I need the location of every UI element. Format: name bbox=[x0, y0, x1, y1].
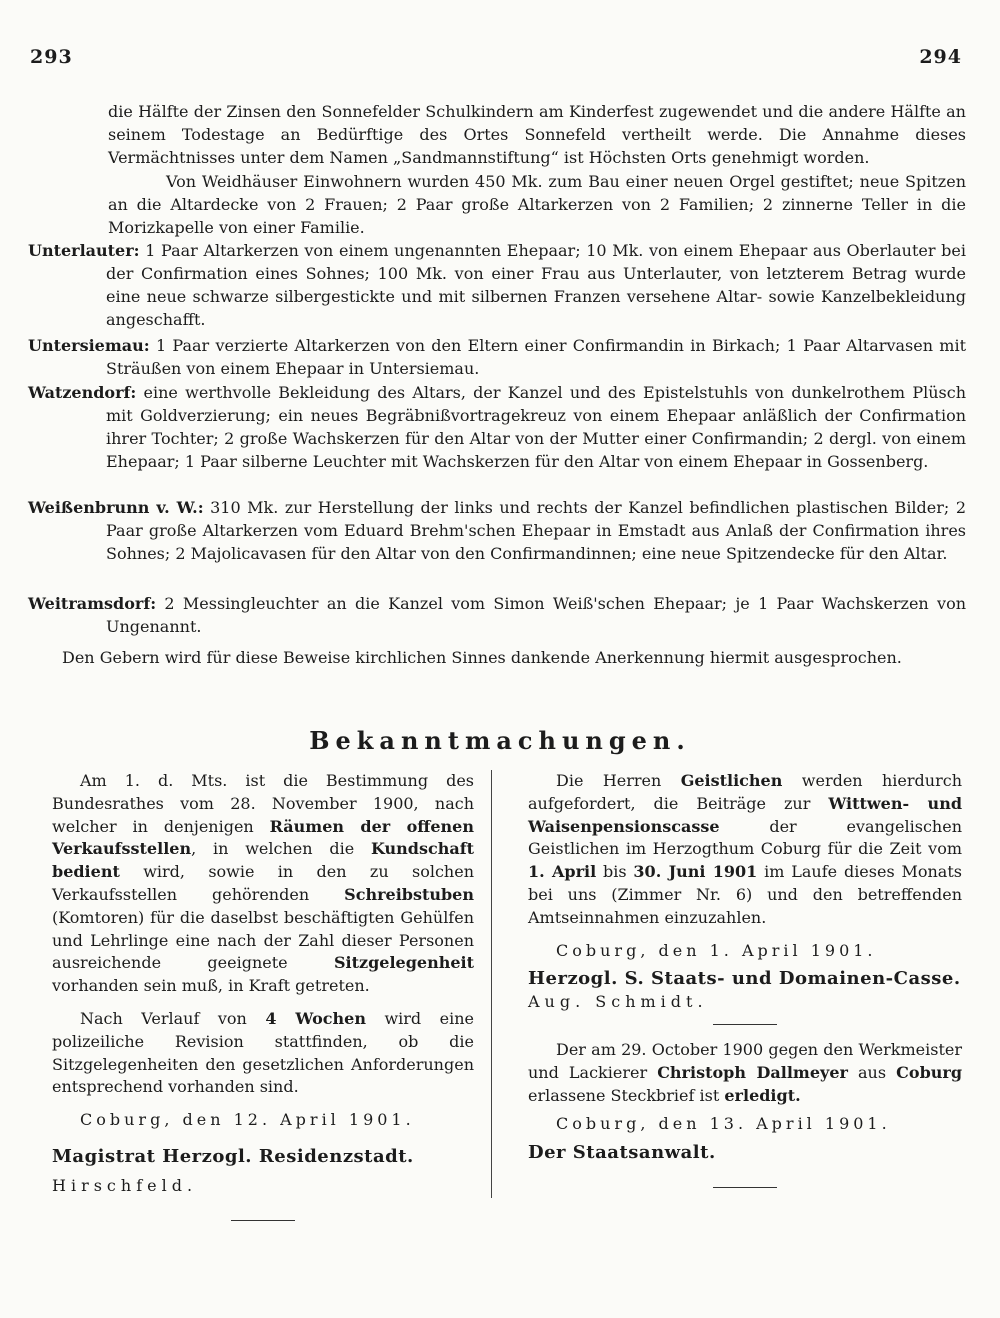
notice-signature: Magistrat Herzogl. Residenzstadt. bbox=[52, 1145, 414, 1167]
text-run: der evangelischen Geistlichen im Herzogthum Coburg für die Zeit vom bbox=[528, 816, 962, 859]
emphasis-text: Räumen der offenen Verkaufsstellen bbox=[52, 816, 474, 859]
intro-line: Hälfte an seinem Todestage an Bedürftige des Ortes Sonnefeld vertheilt werde. Die Annahme bbox=[108, 102, 966, 144]
column-end-rule bbox=[231, 1220, 295, 1221]
entry-text: 1 Paar Altarkerzen von einem ungenannten Ehepaar; 10 Mk. von einem Ehepaar aus Oberlauter bei der Confirmation eines Sohnes; 100 Mk. von einer Frau aus Unterlauter, von letzterem Betrag wurde eine neue schwarze silbergestickte und mit silbernen Franzen versehene Altar- sowie Kanzelbekleidung angeschafft. bbox=[106, 241, 966, 329]
notice-paragraph bbox=[52, 1008, 474, 1099]
notice-paragraph bbox=[528, 770, 962, 930]
notice-signature: Herzogl. S. Staats- und Domainen-Casse. bbox=[528, 968, 961, 990]
emphasis-text: 1. April bbox=[528, 862, 597, 882]
entry-text: 1 Paar verzierte Altarkerzen von den Eltern einer Confirmandin in Birkach; 1 Paar Altarvasen mit Sträußen von einem Ehepaar in Untersiemau. bbox=[106, 336, 966, 378]
left-column bbox=[52, 770, 474, 1221]
closing-sentence: Den Gebern wird für diese Beweise kirchlichen Sinnes dankende Anerkennung hiermit ausgesprochen. bbox=[62, 648, 902, 667]
notice-signature: Der Staatsanwalt. bbox=[528, 1142, 716, 1164]
text-run: (Komtoren) für die daselbst beschäftigten Gehülfen und Lehrlinge eine nach der Zahl dieser Personen ausreichende geeignete bbox=[52, 907, 474, 973]
page-number-left: 293 bbox=[30, 46, 73, 68]
emphasis-text: Geistlichen bbox=[680, 771, 783, 790]
entry-text: 2 Messingleuchter an die Kanzel vom Simon Weiß'schen Ehepaar; je 1 Paar Wachskerzen von Ungenannt. bbox=[106, 594, 966, 636]
weid-line: neue Spitzen an die Altardecke von 2 Frauen; 2 Paar große Altarkerzen von 2 Familien; bbox=[108, 172, 966, 214]
notice-name: Aug. Schmidt. bbox=[528, 992, 708, 1012]
place-name: Unterlauter: bbox=[28, 241, 140, 260]
text-run: werden hierdurch aufgefordert, die Beiträge zur bbox=[528, 771, 962, 813]
text-run: , in welchen die bbox=[191, 839, 371, 859]
entry-unterlauter bbox=[28, 239, 966, 331]
place-name: Weißenbrunn v. W.: bbox=[28, 498, 204, 517]
entry-text: 310 Mk. zur Herstellung der links und rechts der Kanzel befindlichen plastischen Bilder; 2 Paar große Altarkerzen vom Eduard Brehm'schen Ehepaar in Emstadt aus Anlaß der Confirmation ihres Sohnes; 2 Majolicavasen für den Altar von den Confirmandinnen; eine neue Spitzendecke für den Altar. bbox=[106, 498, 966, 563]
place-name: Untersiemau: bbox=[28, 336, 150, 355]
text-run: bis bbox=[596, 862, 634, 882]
text-run: Die Herren bbox=[556, 771, 681, 790]
notice-date: Coburg, den 1. April 1901. bbox=[556, 940, 877, 960]
text-run: wird, sowie in den zu solchen Verkaufsstellen gehörenden bbox=[52, 862, 474, 904]
weidhausen-paragraph bbox=[108, 170, 966, 239]
notice-paragraph bbox=[52, 770, 474, 998]
entry-weitramsdorf bbox=[28, 592, 966, 638]
place-name: Watzendorf: bbox=[28, 383, 137, 402]
emphasis-text: Kundschaft bedient bbox=[52, 839, 474, 882]
intro-line: die Hälfte der Zinsen den Sonnefelder Schulkindern am Kinderfest zugewendet und die andere bbox=[108, 102, 886, 121]
text-run: Der am 29. October 1900 gegen den Werkmeister und Lackierer bbox=[528, 1039, 962, 1082]
text-run: wird eine polizeiliche Revision stattfinden, ob die Sitzgelegenheiten den gesetzlichen Anforderungen entsprechend vorhanden sind. bbox=[52, 1008, 475, 1097]
emphasis-text: 30. Juni 1901 bbox=[633, 862, 758, 882]
emphasis-text: Christoph Dallmeyer bbox=[657, 1062, 848, 1082]
weid-line: 2 zinnerne Teller in die Morizkapelle von einer Familie. bbox=[108, 195, 966, 237]
text-run: aus bbox=[847, 1062, 897, 1082]
right-column bbox=[528, 770, 962, 1188]
text-run: erlassene Steckbrief ist bbox=[528, 1085, 725, 1105]
emphasis-text: Schreibstuben bbox=[344, 884, 474, 904]
intro-line: dieses Vermächtnisses unter dem Namen „Sandmannstiftung“ ist Höchsten Orts genehmigt worden. bbox=[108, 125, 966, 167]
intro-paragraph bbox=[108, 100, 966, 169]
text-run: vorhanden sein muß, in Kraft getreten. bbox=[52, 976, 370, 996]
column-end-rule bbox=[713, 1187, 777, 1188]
notice-name: Hirschfeld. bbox=[52, 1175, 198, 1195]
emphasis-text: Sitzgelegenheit bbox=[333, 953, 474, 973]
text-run: Am 1. d. Mts. ist die Bestimmung des Bundesrathes vom 28. November 1900, nach welcher in denjenigen bbox=[52, 771, 474, 836]
weid-line: Von Weidhäuser Einwohnern wurden 450 Mk. zum Bau einer neuen Orgel gestiftet; bbox=[166, 172, 854, 191]
page-number-right: 294 bbox=[919, 46, 962, 68]
column-divider bbox=[491, 770, 492, 1198]
entry-untersiemau bbox=[28, 334, 966, 380]
entry-weissenbrunn bbox=[28, 496, 966, 565]
place-name: Weitramsdorf: bbox=[28, 594, 157, 613]
emphasis-text: erledigt. bbox=[724, 1085, 801, 1105]
emphasis-text: Wittwen- und Waisenpensionscasse bbox=[528, 793, 963, 836]
emphasis-text: 4 Wochen bbox=[265, 1008, 366, 1028]
notice-paragraph bbox=[528, 1039, 962, 1107]
section-heading: Bekanntmachungen. bbox=[309, 726, 691, 755]
emphasis-text: Coburg bbox=[896, 1062, 962, 1082]
text-run: Nach Verlauf von bbox=[80, 1008, 266, 1028]
entry-watzendorf bbox=[28, 381, 966, 473]
notice-date: Coburg, den 12. April 1901. bbox=[80, 1110, 415, 1130]
text-run: im Laufe dieses Monats bei uns (Zimmer Nr. 6) und den betreffenden Amtseinnahmen einzuzahlen. bbox=[528, 862, 962, 927]
notice-date: Coburg, den 13. April 1901. bbox=[556, 1114, 891, 1134]
entry-text: eine werthvolle Bekleidung des Altars, der Kanzel und des Epistelstuhls von dunkelrothem Plüsch mit Goldverzierung; ein neues Begräbnißvortragekreuz von einem Ehepaar anläßlich der Confirmation ihrer Tochter; 2 große Wachskerzen für den Altar von der Mutter einer Confirmandin; 2 dergl. von einem Ehepaar; 1 Paar silberne Leuchter mit Wachskerzen für den Altar von einem Ehepaar in Gossenberg. bbox=[106, 383, 966, 471]
